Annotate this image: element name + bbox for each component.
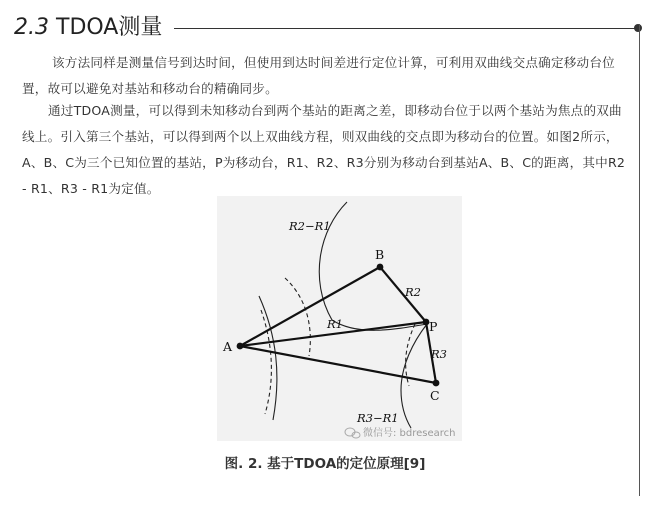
tdoa-diagram	[217, 196, 462, 441]
label-b: B	[375, 247, 385, 262]
hyperbola-r3-r1-solid	[401, 324, 427, 428]
header-rule-dot	[634, 24, 642, 32]
paragraph-2: 通过TDOA测量，可以得到未知移动台到两个基站的距离之差，即移动台位于以两个基站为焦点的双曲线上。引入第三个基站，可以得到两个以上双曲线方程，则双曲线的交点即为移动台的位置。如图2所示，A、B、C为三个已知位置的基站，P为移动台，R1、R2、R3分别为移动台到基站A、B、C的距离，其中R2 - R1、R3 - R1为定值。	[22, 103, 626, 196]
hyperbola-r2-r1-dashed	[285, 278, 310, 356]
paragraph-1: 该方法同样是测量信号到达时间，但使用到达时间差进行定位计算，可利用双曲线交点确定移动台位置，故可以避免对基站和移动台的精确同步。	[22, 55, 615, 96]
right-border-rule	[639, 24, 640, 496]
point-c	[433, 380, 440, 387]
label-hyperbola-r3-r1: R3−R1	[357, 411, 399, 425]
point-b	[377, 264, 384, 271]
header-rule	[174, 28, 636, 29]
point-a	[237, 343, 244, 350]
section-number: 2.3	[14, 15, 49, 40]
label-a: A	[223, 339, 233, 354]
label-hyperbola-r2-r1: R2−R1	[289, 219, 331, 233]
section-title-text: TDOA测量	[56, 15, 163, 40]
wechat-icon	[345, 428, 360, 438]
label-p: P	[429, 319, 438, 334]
label-r3: R3	[431, 347, 447, 361]
watermark: 微信号: bdresearch	[363, 428, 456, 439]
section-title	[14, 10, 162, 41]
label-r1: R1	[327, 317, 343, 331]
section-header	[14, 8, 644, 42]
label-r2: R2	[405, 285, 421, 299]
hyperbola-r2-r1-solid	[319, 202, 427, 330]
figure-caption: 图. 2. 基于TDOA的定位原理[9]	[224, 456, 426, 472]
tdoa-figure	[217, 196, 462, 441]
label-c: C	[430, 388, 440, 403]
